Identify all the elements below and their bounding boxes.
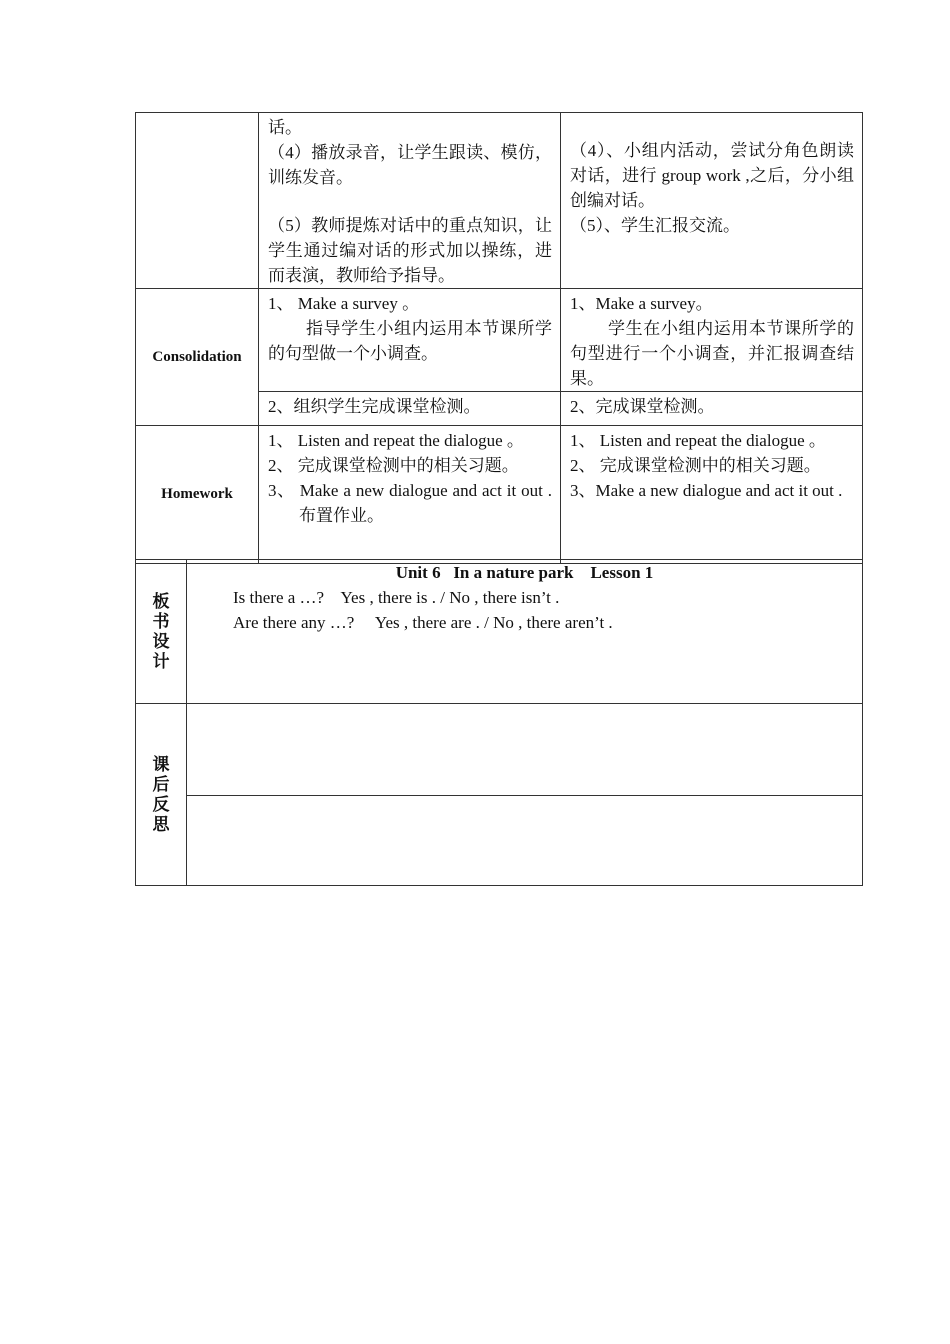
homework-teacher-item-3: 3、 Make a new dialogue and act it out .布置作业。 <box>268 481 552 525</box>
lesson-plan-table <box>135 112 863 564</box>
consolidation-student-item1-title: 1、Make a survey。 <box>570 294 713 313</box>
board-design-row <box>136 560 863 704</box>
reflection-row-2 <box>136 796 863 886</box>
homework-row <box>136 426 863 564</box>
student-step-4: （4）、小组内活动，尝试分角色朗读对话，进行 group work ,之后，分小组创编对话。 <box>570 141 854 210</box>
consolidation-student-item2: 2、完成课堂检测。 <box>570 397 715 416</box>
teacher-activity-cell <box>259 113 561 289</box>
board-design-label: 板 书 设 计 <box>136 560 187 704</box>
teacher-step-4: （4）播放录音，让学生跟读、模仿，训练发音。 <box>268 143 552 187</box>
teacher-step-5: （5）教师提炼对话中的重点知识，让学生通过编对话的形式加以操练，进而表演，教师给予指导。 <box>268 216 552 285</box>
reflection-cell-2 <box>187 796 863 886</box>
student-step-5: （5）、学生汇报交流。 <box>570 216 740 235</box>
reflection-row-1 <box>136 704 863 796</box>
consolidation-student-cell <box>561 289 863 392</box>
homework-label: Homework <box>136 426 259 564</box>
teacher-line-hua: 话。 <box>268 118 302 137</box>
consolidation-teacher-item1-title: 1、 Make a survey 。 <box>268 294 420 313</box>
stage-label-empty <box>136 113 259 289</box>
student-activity-cell <box>561 113 863 289</box>
board-design-content <box>187 560 863 704</box>
consolidation-student-item1-text: 学生在小组内运用本节课所学的句型进行一个小调查，并汇报调查结果。 <box>570 319 854 388</box>
consolidation-teacher-cell <box>259 289 561 392</box>
homework-student-cell <box>561 426 863 564</box>
homework-student-item-2: 2、 完成课堂检测中的相关习题。 <box>570 456 821 475</box>
consolidation-row <box>136 289 863 392</box>
consolidation-teacher-item2: 2、组织学生完成课堂检测。 <box>268 397 481 416</box>
homework-student-item-3: 3、Make a new dialogue and act it out . <box>570 481 843 500</box>
consolidation-label: Consolidation <box>136 289 259 426</box>
consolidation-student-item2-cell <box>561 392 863 426</box>
homework-teacher-item-1: 1、 Listen and repeat the dialogue 。 <box>268 431 524 450</box>
homework-teacher-cell <box>259 426 561 564</box>
homework-teacher-item-2: 2、 完成课堂检测中的相关习题。 <box>268 456 519 475</box>
board-title: Unit 6 In a nature park Lesson 1 <box>395 563 654 582</box>
activity-row-continued <box>136 113 863 289</box>
board-reflection-table <box>135 559 863 886</box>
reflection-cell-1 <box>187 704 863 796</box>
consolidation-teacher-item2-cell <box>259 392 561 426</box>
board-line-1: Is there a …? Yes , there is . / No , there isn’t . <box>233 588 560 607</box>
consolidation-teacher-item1-text: 指导学生小组内运用本节课所学的句型做一个小调查。 <box>268 319 552 363</box>
homework-student-item-1: 1、 Listen and repeat the dialogue 。 <box>570 431 826 450</box>
board-line-2: Are there any …? Yes , there are . / No , there aren’t . <box>233 613 613 632</box>
reflection-label: 课 后 反 思 <box>136 704 187 886</box>
